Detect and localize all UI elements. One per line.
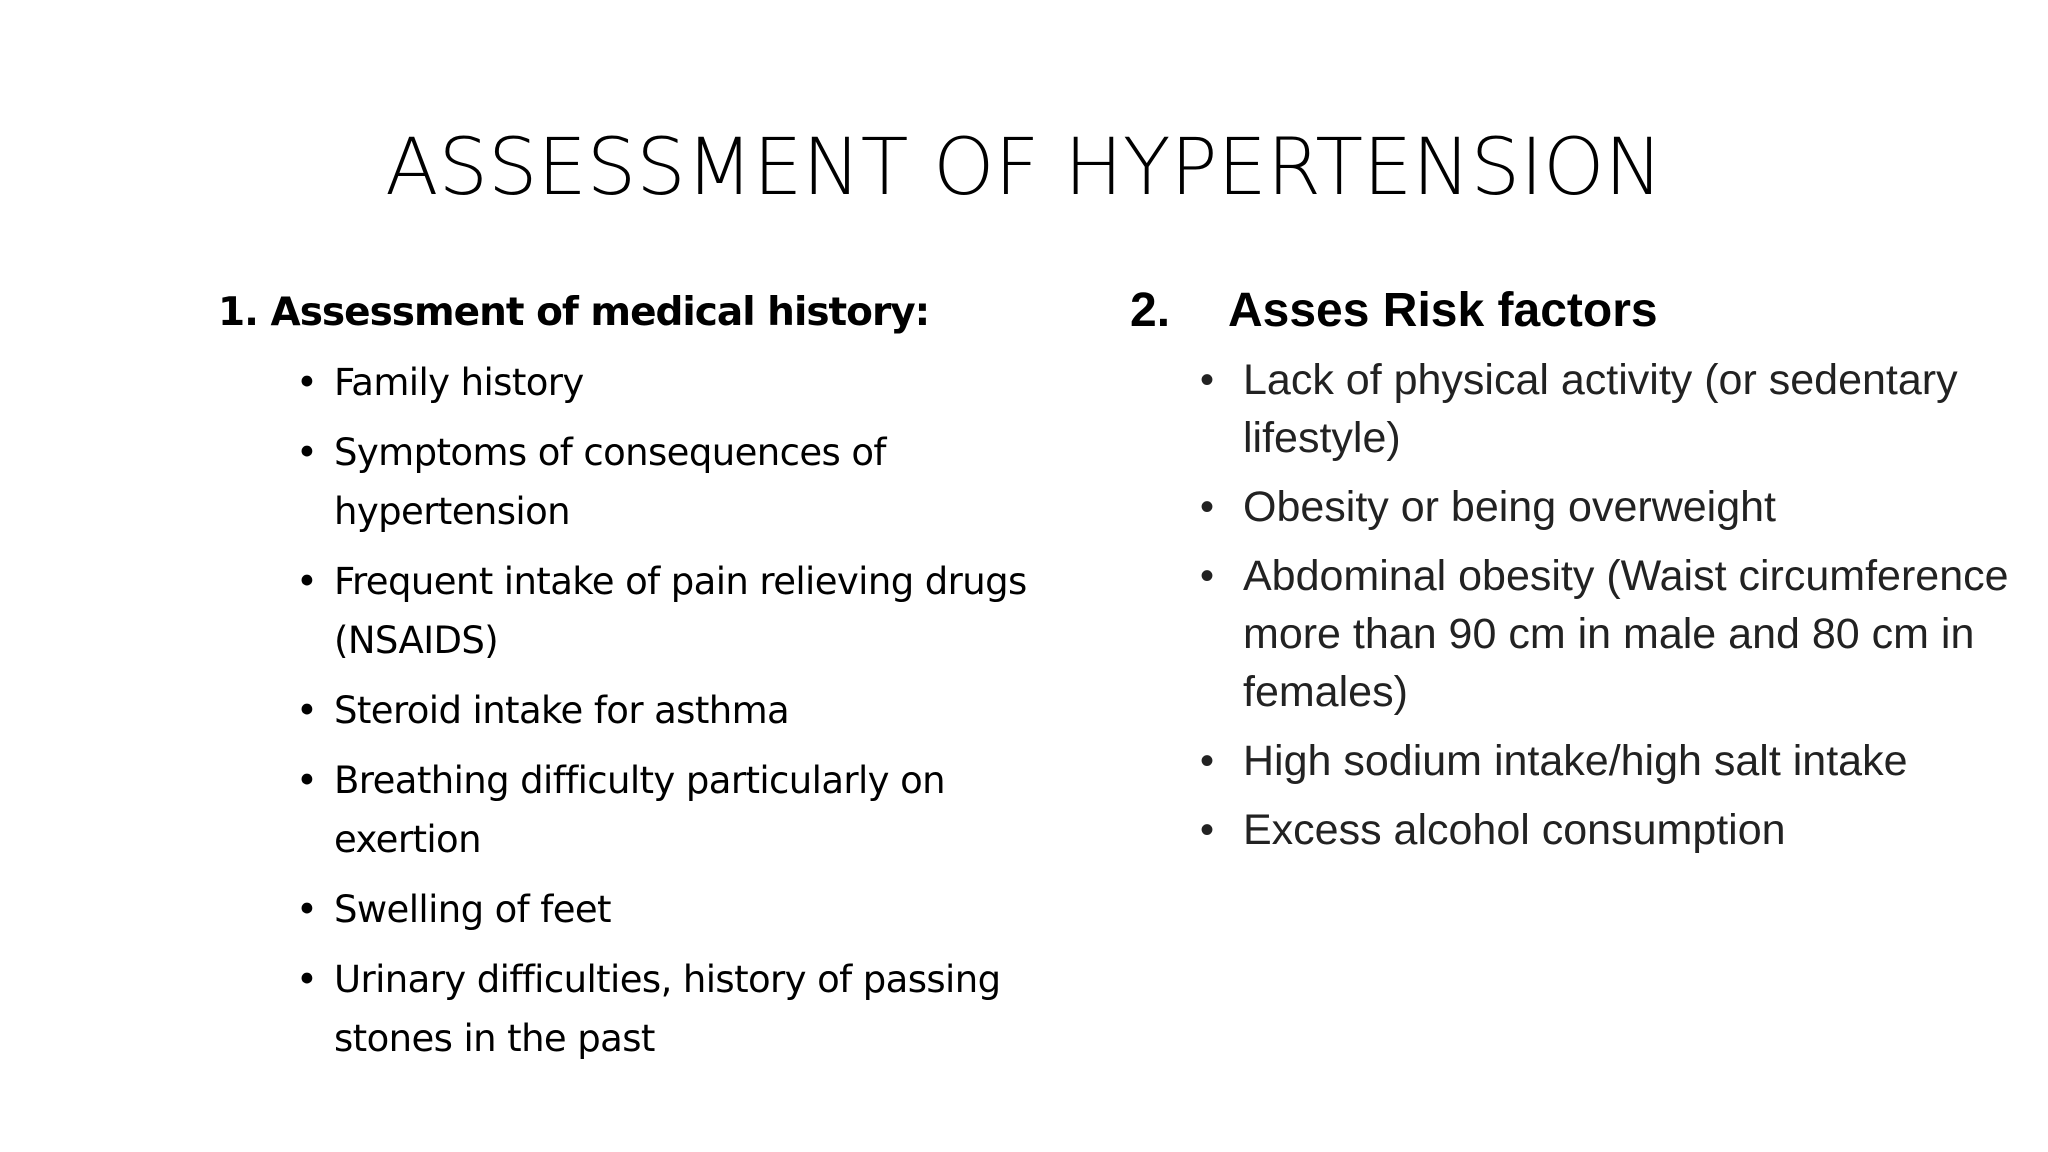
bullet-icon: • (1200, 808, 1215, 852)
bullet-icon: • (296, 560, 318, 603)
bullet-icon: • (1200, 739, 1215, 783)
bullet-icon: • (1200, 554, 1215, 598)
list-item-text: Urinary difficulties, history of passing stones in the past (334, 958, 1001, 1060)
bullet-icon: • (296, 958, 318, 1001)
risk-factors-column (1130, 283, 2010, 870)
bullet-icon: • (296, 431, 318, 474)
list-item (1200, 478, 2010, 536)
medical-history-column (218, 285, 1078, 1079)
medical-history-list (296, 353, 1078, 1068)
risk-factors-heading-text: Asses Risk factors (1228, 284, 1658, 337)
list-item (296, 681, 1078, 740)
slide-title: ASSESSMENT OF HYPERTENSION (385, 123, 1663, 213)
bullet-icon: • (296, 689, 318, 732)
list-item (296, 552, 1078, 670)
list-item-text: Breathing difficulty particularly on exertion (334, 759, 946, 861)
list-item-text: Obesity or being overweight (1243, 483, 1777, 531)
bullet-icon: • (296, 759, 318, 802)
list-item-text: Lack of physical activity (or sedentary lifestyle) (1243, 356, 1958, 462)
list-item-text: Swelling of feet (334, 888, 611, 931)
medical-history-heading: 1. Assessment of medical history: (218, 290, 930, 335)
bullet-icon: • (296, 888, 318, 931)
list-item (1200, 732, 2010, 790)
list-item-text: Excess alcohol consumption (1243, 806, 1786, 854)
list-item (296, 353, 1078, 412)
bullet-icon: • (296, 361, 318, 404)
risk-factors-list (1200, 351, 2010, 859)
list-item-text: Family history (334, 361, 584, 404)
list-item (296, 880, 1078, 939)
list-item (1200, 801, 2010, 859)
list-item-text: High sodium intake/high salt intake (1243, 737, 1908, 785)
list-item (296, 751, 1078, 869)
list-item (296, 950, 1078, 1068)
list-item-text: Symptoms of consequences of hypertension (334, 431, 886, 533)
risk-factors-heading-number: 2. (1130, 284, 1171, 337)
list-item (296, 423, 1078, 541)
list-item-text: Frequent intake of pain relieving drugs (NSAIDS) (334, 560, 1027, 662)
list-item-text: Abdominal obesity (Waist circumference more than 90 cm in male and 80 cm in females) (1243, 552, 2009, 716)
list-item (1200, 547, 2010, 721)
risk-factors-heading (1130, 283, 2010, 339)
list-item (1200, 351, 2010, 467)
bullet-icon: • (1200, 358, 1215, 402)
list-item-text: Steroid intake for asthma (334, 689, 790, 732)
bullet-icon: • (1200, 485, 1215, 529)
